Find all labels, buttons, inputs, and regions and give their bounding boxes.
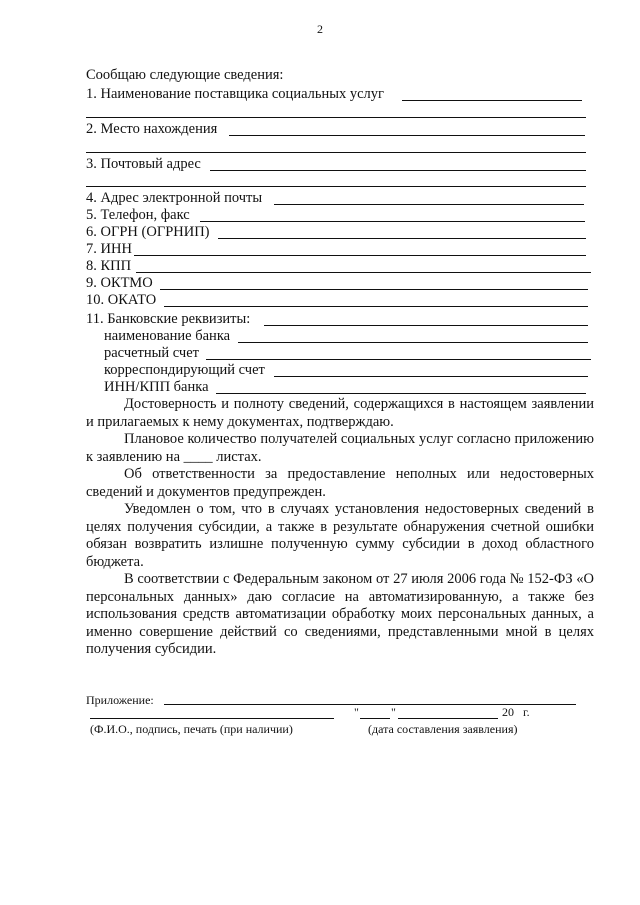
field-label-bank-name: наименование банка [104, 328, 231, 344]
field-label-ogrn: 6. ОГРН (ОГРНИП) [86, 224, 210, 240]
field-line-bank-name[interactable] [238, 342, 588, 343]
field-line-corr-account[interactable] [274, 376, 588, 377]
date-day-line[interactable] [360, 718, 390, 719]
date-year: 20 г. [502, 705, 530, 719]
field-line-bank-inn-kpp[interactable] [216, 393, 586, 394]
paragraph-notification: Уведомлен о том, что в случаях установления недостоверных сведений в целях получения субсидии, а также в результате обнаружения счетной ошибки обязан возвратить излишне полученную сумму субсидии в доход областного бюджета. [86, 501, 594, 570]
date-month-line[interactable] [398, 718, 498, 719]
date-caption: (дата составления заявления) [368, 722, 518, 736]
field-line-bank-details[interactable] [264, 325, 588, 326]
field-label-bank-inn-kpp: ИНН/КПП банка [104, 379, 209, 395]
field-line-ogrn[interactable] [218, 238, 586, 239]
field-label-okato: 10. ОКАТО [86, 292, 157, 308]
field-line-oktmo[interactable] [160, 289, 588, 290]
page-number: 2 [317, 22, 323, 36]
field-line-location[interactable] [229, 135, 585, 136]
field-label-corr-account: корреспондирующий счет [104, 362, 265, 378]
field-label-oktmo: 9. ОКТМО [86, 275, 153, 291]
field-line-inn[interactable] [134, 255, 586, 256]
date-quote-close: " [391, 705, 396, 719]
field-line-okato[interactable] [164, 306, 588, 307]
field-line-email[interactable] [274, 204, 584, 205]
field-label-email: 4. Адрес электронной почты [86, 190, 263, 206]
date-quote-open: " [354, 705, 359, 719]
field-line-provider-name-2[interactable] [86, 117, 586, 118]
field-line-kpp[interactable] [136, 272, 591, 273]
field-line-postal-address[interactable] [210, 170, 586, 171]
signature-caption: (Ф.И.О., подпись, печать (при наличии) [90, 722, 293, 736]
field-line-postal-address-2[interactable] [86, 186, 586, 187]
field-label-bank-details: 11. Банковские реквизиты: [86, 311, 251, 327]
field-label-phone-fax: 5. Телефон, факс [86, 207, 190, 223]
field-label-settlement-account: расчетный счет [104, 345, 199, 361]
field-line-phone-fax[interactable] [200, 221, 585, 222]
paragraph-personal-data-consent: В соответствии с Федеральным законом от 27 июля 2006 года № 152-ФЗ «О персональных данных» даю согласие на автоматизированную, а также без использования средств автоматизации обработку моих персональных данных, а именно совершение действий со сведениями, представленными мной в целях получения субсидии. [86, 571, 594, 657]
field-label-kpp: 8. КПП [86, 258, 132, 274]
field-line-provider-name[interactable] [402, 100, 582, 101]
field-label-inn: 7. ИНН [86, 241, 132, 257]
intro-text: Сообщаю следующие сведения: [86, 67, 284, 83]
paragraph-responsibility: Об ответственности за предоставление неполных или недостоверных сведений и документов предупрежден. [86, 466, 594, 500]
signature-line[interactable] [90, 718, 334, 719]
field-line-location-2[interactable] [86, 152, 586, 153]
field-label-postal-address: 3. Почтовый адрес [86, 156, 201, 172]
paragraph-planned-count: Плановое количество получателей социальных услуг согласно приложению к заявлению на ____ листах. [86, 431, 594, 465]
field-line-settlement-account[interactable] [206, 359, 591, 360]
field-label-location: 2. Место нахождения [86, 121, 218, 137]
paragraph-confirmation: Достоверность и полноту сведений, содержащихся в настоящем заявлении и прилагаемых к нему документах, подтверждаю. [86, 396, 594, 430]
field-label-provider-name: 1. Наименование поставщика социальных услуг [86, 86, 384, 102]
attachment-label: Приложение: [86, 693, 154, 707]
